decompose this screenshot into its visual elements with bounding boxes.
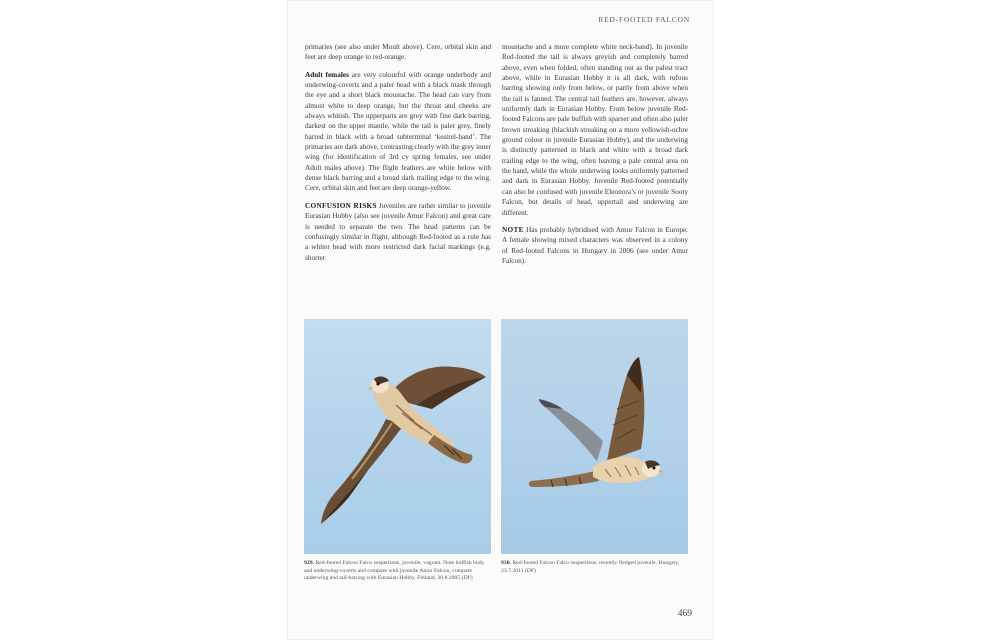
falcon-flight-illustration	[304, 319, 491, 554]
falcon-flight-illustration	[501, 319, 688, 554]
left-text-column	[305, 42, 491, 270]
paragraph-moult-note: primaries (see also under Moult above). Cere, orbital skin and feet are deep orange to red-orange.	[305, 43, 491, 62]
caption-930	[501, 560, 688, 575]
right-text-column	[502, 42, 688, 273]
book-page	[287, 0, 714, 640]
caption-text: Red-footed Falcon Falco vespertinus, recently fledged juvenile. Hungary, 23.7.2011 (DF)	[501, 560, 680, 574]
caption-text: Red-footed Falcon Falco vespertinus, juvenile, vagrant. Note buffish body and underwing-coverts and compare with juvenile Amur Falcon, compare underwing and tail-barring with Eurasian Hobby. Finland, 30.8.2005 (DF)	[304, 560, 485, 582]
photo-930-falcon-fledgling	[501, 319, 688, 554]
photo-929-falcon-juvenile	[304, 319, 491, 554]
lead-adult-females: Adult females	[305, 70, 349, 79]
lead-note: NOTE	[502, 225, 524, 234]
adult-females-text: are very colourful with orange underbody and underwing-coverts and a paler head with a black mask through the eye and a short black moustache. The head can vary from almost white to deep orange, but the throat and cheeks are always whitish. The upperparts are grey with fine dark barring, darkest on the upper mantle, while the tail is paler grey, finely barred in black with a broad subterminal ‘kestrel-band’. The primaries are dark above, contrasting clearly with the grey inner wing (for identification of 3rd cy spring females, see under Adult males above). The flight feathers are white below with dense black barring and a broad dark trailing edge to the wing. Cere, orbital skin and feet are deep orange-yellow.	[305, 70, 492, 193]
confusion-risks-text: Juveniles are rather similar to juvenile Eurasian Hobby (also see juvenile Amur Falcon) and great care is needed to separate the two. The head patterns can be confusingly similar in flight, although Red-footed as a rule has a whiter head with more restricted dark facial markings (e.g. shorter	[305, 201, 492, 262]
caption-number: 929.	[304, 560, 314, 566]
caption-929	[304, 560, 491, 583]
paragraph-continued: moustache and a more complete white neck-band). In juvenile Red-footed the tail is always greyish and completely barred above, even when folded, often standing out as the palest tract above, while in Eurasian Hobby it is all dark, with rufous barring showing only from below, or partly from above when the tail is fanned. The central tail feathers are, however, always uniformly dark in Eurasian Hobby. From below juvenile Red-footed Falcons are pale buffish with sparser and often also paler brown streaking (blackish streaking on a more yellowish-ochre ground colour in juvenile Eurasian Hobby), and the underwing is distinctly patterned in black and white with a broad dark trailing edge to the wing, often leaving a pale central area on the hand, while the whole underwing looks uniformly patterned and dark in Eurasian Hobby. Juvenile Red-footed potentially can also be confused with juvenile Eleonora’s or juvenile Sooty Falcon, but details of head, uppertail and underwing are different.	[502, 43, 688, 217]
running-head: RED-FOOTED FALCON	[598, 15, 690, 24]
paragraph-confusion-risks	[305, 201, 491, 263]
paragraph-note	[502, 225, 688, 266]
note-text: Has probably hybridised with Amur Falcon in Europe. A female showing mixed characters was observed in a colony of Red-footed Falcons in Hungary in 2006 (see under Amur Falcon).	[502, 225, 688, 265]
page-number: 469	[677, 609, 692, 619]
lead-confusion-risks: CONFUSION RISKS	[305, 201, 377, 210]
caption-number: 930.	[501, 560, 511, 566]
paragraph-adult-females	[305, 70, 491, 194]
